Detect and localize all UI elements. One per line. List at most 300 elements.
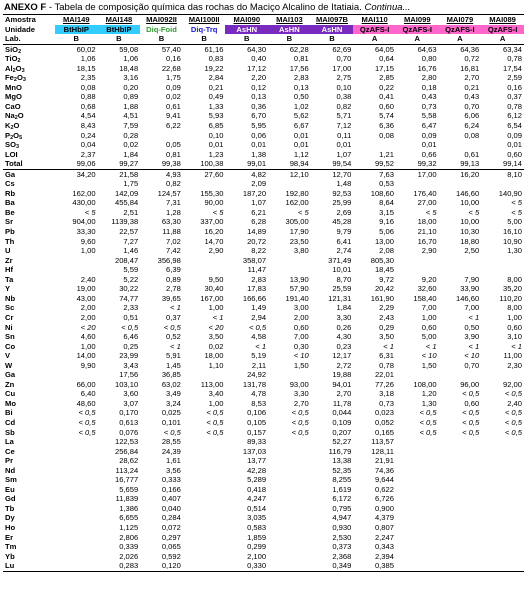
value-cell: 11,00 [503,351,522,361]
value-cell: 7,42 [166,246,181,256]
value-cell: 60,02 [76,44,96,54]
value-cell: 3,035 [247,513,267,523]
value-cell [55,437,98,447]
table-row [3,83,524,93]
value-cell [55,256,98,266]
element-label: Sc [5,303,15,313]
value-cell: 208,47 [114,255,139,265]
value-cell: 3,30 [336,312,352,322]
table-row [3,227,524,237]
table-row [3,456,524,466]
value-cell: 0,930 [332,522,352,532]
value-cell: < 0,5 [462,408,480,418]
unit-name-7: AsHN [311,25,354,35]
value-cell: 305,00 [285,217,309,227]
value-cell: 33,30 [76,227,96,237]
element-label: Bi [5,408,13,418]
value-cell: 1,386 [119,503,139,513]
table-row [3,121,524,131]
value-cell: 5,74 [379,111,394,121]
value-cell: < 0,5 [419,417,437,427]
value-cell: 0,82 [166,179,181,189]
table-row [3,323,524,333]
element-label: U [5,246,11,256]
element-label: Sb [5,427,15,437]
value-cell: 10,01 [332,265,352,275]
value-cell: 42,28 [247,465,267,475]
value-cell: 27,60 [183,169,226,179]
value-cell: 2,33 [123,303,139,313]
value-cell: 8,43 [80,121,96,131]
value-cell: 16,20 [204,227,224,237]
value-cell: 66,00 [76,379,96,389]
value-cell: 0,23 [336,341,352,351]
value-cell [481,504,524,514]
value-cell: 176,40 [413,188,437,198]
value-cell: 1,12 [293,149,309,159]
value-cell: 1,125 [119,522,139,532]
value-cell [396,552,439,562]
value-cell: 2,29 [379,303,394,313]
value-cell: 1,38 [251,149,267,159]
value-cell: 9,79 [336,227,352,237]
value-cell: 8,00 [507,303,522,313]
value-cell: 4,78 [251,389,267,399]
value-cell: 0,297 [161,532,181,542]
lab-code-7: B [311,34,354,44]
value-cell: 0,61 [166,101,181,111]
value-cell: 0,52 [166,332,181,342]
value-cell: 3,49 [166,389,181,399]
value-cell [55,447,98,457]
value-cell: < 0,5 [462,427,480,437]
element-label: V [5,351,11,361]
value-cell: 77,26 [374,379,394,389]
value-cell: 4,947 [332,513,352,523]
value-cell [55,466,98,476]
value-cell [396,265,439,275]
value-cell: 8,10 [481,169,524,179]
table-row [3,408,524,418]
value-cell: 108,60 [370,188,394,198]
value-cell: 0,10 [336,82,352,92]
value-cell: 20,42 [374,284,394,294]
value-cell: 11,78 [332,398,352,408]
value-cell: 4,247 [247,494,267,504]
value-cell: 5,00 [421,332,437,342]
value-cell: 9,16 [379,217,394,227]
value-cell: 7,63 [353,169,396,179]
table-row [3,150,524,160]
value-cell [55,485,98,495]
value-cell: 4,379 [374,513,394,523]
value-cell: 0,10 [208,130,224,140]
table-row [3,494,524,504]
value-cell: 17,00 [396,169,439,179]
value-cell: 0,165 [374,427,394,437]
table-row [3,542,524,552]
value-cell: 64,63 [417,44,437,54]
value-cell [396,504,439,514]
value-cell: 0,80 [421,54,437,64]
value-cell: 99,13 [460,159,480,169]
value-cell: 62,69 [332,44,352,54]
value-cell: 3,10 [507,332,522,342]
value-cell: 64,05 [374,44,394,54]
value-cell: 0,68 [80,101,96,111]
element-label: $SO_3$ [5,140,20,150]
value-cell: < 5 [511,198,522,208]
value-cell [183,533,226,543]
element-label: Cr [5,312,14,322]
value-cell: 16,81 [460,63,480,73]
table-row [3,44,524,54]
value-cell: 2,83 [251,274,267,284]
value-cell: 0,333 [161,475,181,485]
value-cell: 16,20 [439,169,482,179]
value-cell: 2,50 [464,246,480,256]
value-cell [481,494,524,504]
value-cell: 28,55 [161,437,181,447]
value-cell: 0,385 [353,561,396,571]
value-cell: 0,02 [208,341,224,351]
value-cell: 0,51 [123,312,139,322]
value-cell: 2,51 [123,207,139,217]
value-cell: 6,85 [208,121,224,131]
element-label: Ce [5,446,15,456]
table-row [3,504,524,514]
value-cell: 2,70 [464,73,480,83]
value-cell: 16,70 [417,236,437,246]
value-cell: 1,30 [507,246,522,256]
value-cell: 0,349 [311,561,354,571]
value-cell [268,523,311,533]
value-cell: 0,78 [507,54,522,64]
element-label: Eu [5,484,15,494]
value-cell: < 0,5 [504,408,522,418]
value-cell: 17,90 [289,227,309,237]
value-cell [439,437,482,447]
value-cell: 0,11 [337,130,352,140]
value-cell [183,504,226,514]
value-cell: 0,18 [421,82,437,92]
value-cell: 358,07 [242,255,267,265]
value-cell: 2,83 [293,73,309,83]
value-cell: 3,80 [293,246,309,256]
value-cell: 0,78 [379,360,394,370]
table-caption [4,1,410,14]
value-cell [183,542,226,552]
value-cell: 57,40 [161,44,181,54]
value-cell: 8,64 [379,198,394,208]
value-cell: 3,30 [293,389,309,399]
element-label: Cd [5,417,16,427]
value-cell: 1,84 [336,303,352,313]
value-cell: 1,45 [166,360,181,370]
value-cell: 3,43 [123,360,139,370]
value-cell [268,256,311,266]
value-cell [55,552,98,562]
value-cell: 167,00 [200,293,224,303]
value-cell: 94,01 [332,379,352,389]
value-cell: 0,023 [374,408,394,418]
value-cell: 9,72 [379,274,394,284]
value-cell: 103,10 [114,379,139,389]
value-cell: 35,20 [502,284,522,294]
value-cell: 6,40 [80,389,96,399]
value-cell [268,494,311,504]
value-cell: 2,72 [336,360,352,370]
value-cell: 7,00 [464,303,480,313]
value-cell: 0,807 [374,522,394,532]
value-cell [481,542,524,552]
value-cell: 0,373 [332,542,352,552]
value-cell [396,513,439,523]
value-cell: 0,622 [374,484,394,494]
value-cell: 0,101 [161,417,181,427]
value-cell: 0,73 [379,398,394,408]
value-cell: 0,299 [247,542,267,552]
value-cell: 45,28 [332,217,352,227]
value-cell: 4,54 [80,111,96,121]
lab-code-6: B [268,34,311,44]
value-cell: 904,00 [72,217,96,227]
value-cell: 6,172 [332,494,352,504]
value-cell: 22,68 [161,63,181,73]
value-cell [268,533,311,543]
value-cell [268,370,311,380]
value-cell: 2,08 [379,246,394,256]
element-label: Co [5,341,16,351]
value-cell: 0,166 [161,484,181,494]
value-cell: 6,28 [251,217,267,227]
caption-prefix: ANEXO F [4,2,47,13]
value-cell [396,485,439,495]
value-cell: 99,14 [502,159,522,169]
value-cell: 0,343 [374,542,394,552]
value-cell [183,265,226,275]
value-cell: 0,50 [293,92,309,102]
value-cell: 2,00 [80,303,96,313]
value-cell: 140,90 [498,188,522,198]
value-cell: 6,67 [293,121,309,131]
value-cell: 8,22 [251,246,267,256]
value-cell [396,256,439,266]
value-cell: 1,00 [80,341,96,351]
unit-name-1: BtHbIP [55,25,98,35]
value-cell [396,475,439,485]
value-cell: 22,57 [119,227,139,237]
value-cell [396,456,439,466]
table-row [3,552,524,562]
value-cell: 99,06 [76,159,96,169]
unit-name-5: AsHN [225,25,268,35]
value-cell: 0,36 [251,101,267,111]
value-cell: < 0,5 [163,322,181,332]
value-cell: 11,47 [247,265,267,275]
value-cell: 0,29 [379,322,394,332]
element-label: Ta [5,274,14,284]
unit-name-2: BtHbIP [98,25,141,35]
value-cell: 39,65 [161,293,181,303]
sample-id-4: MAI100II [183,15,226,25]
value-cell: 2,35 [80,73,96,83]
chemical-composition-table [3,14,524,572]
value-cell: 0,065 [161,542,181,552]
value-cell: 0,13 [251,92,267,102]
unit-name-4: Diq-Trq [190,24,218,34]
value-cell: 52,27 [332,437,352,447]
value-cell: 455,84 [114,198,139,208]
value-cell: 1,23 [208,149,224,159]
unit-name-3: Diq-Foid [146,24,177,34]
value-cell: 162,00 [72,188,96,198]
value-cell: 256,84 [114,446,139,456]
value-cell: 5,62 [293,111,309,121]
sample-id-11: MAI089 [481,15,524,25]
element-label: Hf [5,265,14,275]
value-cell: < 1 [170,341,181,351]
value-cell: 0,60 [507,322,522,332]
value-cell: 1,88 [123,101,139,111]
value-cell: < 5 [84,207,96,217]
value-cell: 0,09 [166,82,181,92]
table-row [3,208,524,218]
value-cell: < 0,5 [504,427,522,437]
value-cell: < 0,5 [291,427,309,437]
element-label: Cu [5,389,16,399]
table-row [3,179,524,189]
value-cell [439,533,482,543]
value-cell: 0,08 [379,130,394,140]
value-cell: 1,46 [123,246,139,256]
value-cell: 23,50 [289,236,309,246]
value-cell: 14,89 [247,227,267,237]
value-cell [55,523,98,533]
table-row [3,237,524,247]
value-cell: 17,56 [119,370,139,380]
value-cell [55,265,98,275]
value-cell: < 10 [421,351,437,361]
element-label: $K_2O$ [5,121,20,131]
value-cell: 22,01 [374,370,394,380]
value-cell: 16,76 [417,63,437,73]
value-cell: 122,53 [114,437,139,447]
value-cell [353,140,396,150]
value-cell: < 0,5 [206,408,224,418]
value-cell [268,561,311,571]
value-cell: 0,25 [123,341,139,351]
value-cell [183,494,226,504]
value-cell: 99,01 [247,159,267,169]
value-cell: 0,02 [123,140,139,150]
value-cell [55,370,98,380]
value-cell: 0,81 [166,149,181,159]
value-cell [55,533,98,543]
value-cell: 12,70 [311,169,354,179]
value-cell: 1,30 [421,398,437,408]
value-cell: 0,81 [293,54,309,64]
value-cell [439,561,482,571]
value-cell: 5,71 [336,111,352,121]
sample-id-2: MAI148 [98,15,141,25]
value-cell: 27,00 [417,198,437,208]
value-cell: 0,795 [332,503,352,513]
value-cell [439,447,482,457]
value-cell: 3,24 [166,398,181,408]
value-cell: 12,17 [332,351,352,361]
element-label: Gd [5,494,16,504]
value-cell: 7,02 [166,236,181,246]
value-cell: 63,30 [161,217,181,227]
value-cell: 1,75 [166,73,181,83]
value-cell [396,447,439,457]
value-cell [268,265,311,275]
table-row [3,217,524,227]
value-cell: 2,00 [293,312,309,322]
value-cell: 1,00 [421,312,437,322]
value-cell: 2,74 [336,246,352,256]
value-cell: 6,24 [464,121,480,131]
value-cell: 0,04 [80,140,96,150]
value-cell [439,494,482,504]
value-cell [439,256,482,266]
value-cell: 2,37 [80,149,96,159]
value-cell: 6,22 [166,121,181,131]
value-cell: 6,655 [119,513,139,523]
value-cell: 28,62 [119,456,139,466]
value-cell: 74,36 [374,465,394,475]
value-cell: 0,339 [119,542,139,552]
value-cell: < 5 [212,207,224,217]
value-cell: 2,70 [336,389,352,399]
header-row-amostra [3,15,524,25]
value-cell: 0,22 [379,82,394,92]
caption-continua: Continua... [364,2,411,13]
value-cell: 1,859 [247,532,267,542]
value-cell: 2,43 [379,312,394,322]
value-cell: 8,70 [336,274,352,284]
value-cell [55,179,98,189]
table-row [3,169,524,179]
element-label: $P_2O_5$ [5,130,23,141]
value-cell: 9,41 [166,111,181,121]
value-cell: 3,90 [464,332,480,342]
value-cell [439,552,482,562]
value-cell: 2,394 [374,551,394,561]
table-row [3,418,524,428]
lab-code-11: A [481,34,524,44]
value-cell: 2,806 [119,532,139,542]
value-cell: 0,09 [421,130,437,140]
value-cell: < 0,5 [78,417,96,427]
value-cell: < 0,5 [291,417,309,427]
value-cell: 128,11 [371,446,394,456]
value-cell: 146,60 [455,293,480,303]
value-cell: 93,00 [289,379,309,389]
value-cell [396,370,439,380]
value-cell: 121,31 [328,293,352,303]
value-cell: 2,90 [208,246,224,256]
element-label: Y [5,284,11,294]
value-cell: 7,90 [464,274,480,284]
value-cell: 1,33 [208,101,224,111]
value-cell: 63,02 [161,379,181,389]
value-cell [268,513,311,523]
value-cell: 155,30 [200,188,224,198]
value-cell: 2,09 [251,179,267,189]
table-row [3,466,524,476]
